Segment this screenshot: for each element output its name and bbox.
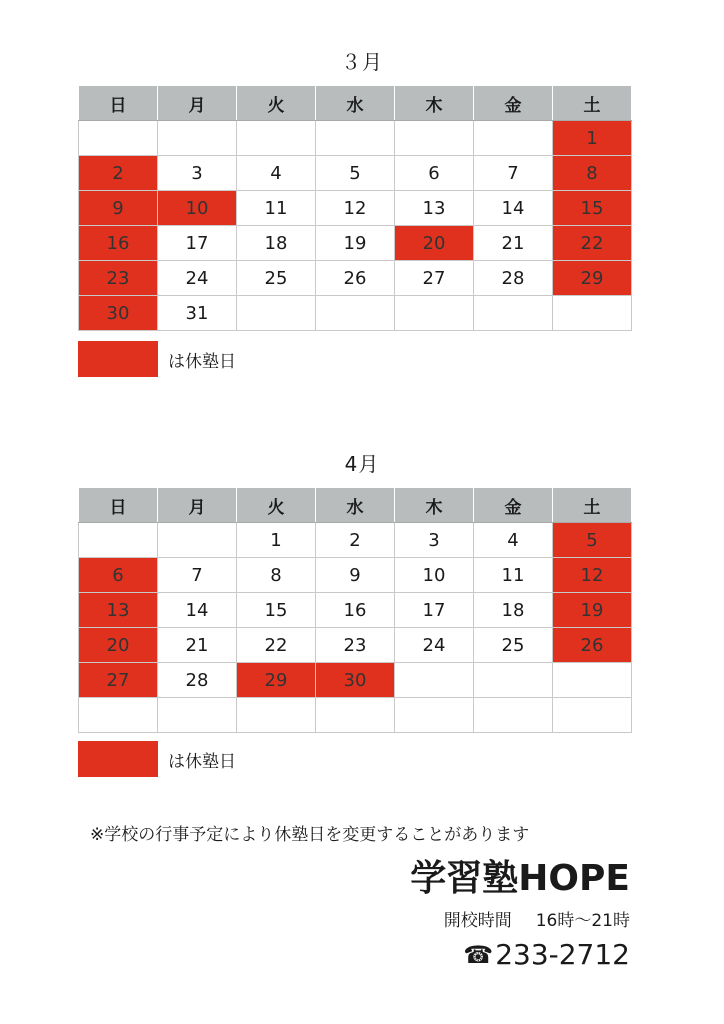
day-cell: 26: [553, 628, 632, 663]
day-cell: 11: [237, 191, 316, 226]
empty-cell: [474, 296, 553, 331]
day-cell: 4: [474, 523, 553, 558]
week-row: [79, 226, 632, 261]
week-row: [79, 628, 632, 663]
day-cell: 8: [237, 558, 316, 593]
weekday-header: 金: [474, 86, 553, 121]
day-cell: 31: [158, 296, 237, 331]
empty-cell: [237, 296, 316, 331]
day-cell: 16: [79, 226, 158, 261]
day-cell: 12: [553, 558, 632, 593]
legend-april: [78, 741, 236, 777]
hours-label: 開校時間: [443, 911, 512, 931]
hours-time: 16時〜21時: [535, 911, 630, 931]
day-cell: 30: [316, 663, 395, 698]
day-cell: 9: [79, 191, 158, 226]
day-cell: 17: [395, 593, 474, 628]
empty-cell: [79, 523, 158, 558]
empty-cell: [553, 663, 632, 698]
empty-cell: [316, 698, 395, 733]
week-row: [79, 558, 632, 593]
day-cell: 14: [474, 191, 553, 226]
day-cell: 19: [316, 226, 395, 261]
day-cell: 14: [158, 593, 237, 628]
day-cell: 18: [237, 226, 316, 261]
day-cell: 27: [79, 663, 158, 698]
weekday-header: 水: [316, 488, 395, 523]
week-row: [79, 663, 632, 698]
weekday-header-row: [79, 488, 632, 523]
opening-hours: [444, 906, 630, 931]
day-cell: 30: [79, 296, 158, 331]
day-cell: 16: [316, 593, 395, 628]
legend-swatch: [78, 341, 158, 377]
day-cell: 12: [316, 191, 395, 226]
day-cell: 15: [553, 191, 632, 226]
calendar-april: [78, 487, 632, 733]
empty-cell: [79, 121, 158, 156]
day-cell: 5: [316, 156, 395, 191]
day-cell: 29: [237, 663, 316, 698]
day-cell: 18: [474, 593, 553, 628]
empty-cell: [553, 296, 632, 331]
day-cell: 3: [395, 523, 474, 558]
day-cell: 19: [553, 593, 632, 628]
week-row: [79, 698, 632, 733]
empty-cell: [395, 296, 474, 331]
day-cell: 23: [316, 628, 395, 663]
day-cell: 1: [237, 523, 316, 558]
empty-cell: [237, 121, 316, 156]
empty-cell: [316, 121, 395, 156]
weekday-header: 土: [553, 488, 632, 523]
empty-cell: [237, 698, 316, 733]
day-cell: 21: [158, 628, 237, 663]
day-cell: 9: [316, 558, 395, 593]
day-cell: 20: [395, 226, 474, 261]
phone-number: 233-2712: [495, 938, 630, 971]
legend-label: は休塾日: [168, 751, 236, 772]
month-title-april: 4月: [344, 452, 380, 476]
weekday-header: 月: [158, 86, 237, 121]
day-cell: 7: [474, 156, 553, 191]
day-cell: 1: [553, 121, 632, 156]
weekday-header: 日: [79, 86, 158, 121]
weekday-header-row: [79, 86, 632, 121]
day-cell: 10: [395, 558, 474, 593]
day-cell: 22: [553, 226, 632, 261]
day-cell: 17: [158, 226, 237, 261]
day-cell: 10: [158, 191, 237, 226]
weekday-header: 土: [553, 86, 632, 121]
day-cell: 20: [79, 628, 158, 663]
empty-cell: [158, 523, 237, 558]
day-cell: 8: [553, 156, 632, 191]
day-cell: 2: [79, 156, 158, 191]
phone-contact: [463, 938, 630, 971]
week-row: [79, 261, 632, 296]
legend-label: は休塾日: [168, 351, 236, 372]
day-cell: 29: [553, 261, 632, 296]
week-row: [79, 523, 632, 558]
week-row: [79, 156, 632, 191]
school-name: 学習塾HOPE: [410, 858, 630, 899]
empty-cell: [553, 698, 632, 733]
day-cell: 11: [474, 558, 553, 593]
week-row: [79, 121, 632, 156]
week-row: [79, 191, 632, 226]
day-cell: 28: [474, 261, 553, 296]
weekday-header: 水: [316, 86, 395, 121]
legend-march: [78, 341, 236, 377]
legend-swatch: [78, 741, 158, 777]
day-cell: 21: [474, 226, 553, 261]
day-cell: 28: [158, 663, 237, 698]
month-title-march: ３月: [341, 50, 383, 74]
empty-cell: [474, 121, 553, 156]
empty-cell: [474, 698, 553, 733]
day-cell: 2: [316, 523, 395, 558]
weekday-header: 月: [158, 488, 237, 523]
weekday-header: 木: [395, 86, 474, 121]
empty-cell: [79, 698, 158, 733]
week-row: [79, 296, 632, 331]
week-row: [79, 593, 632, 628]
weekday-header: 火: [237, 488, 316, 523]
day-cell: 15: [237, 593, 316, 628]
day-cell: 4: [237, 156, 316, 191]
empty-cell: [158, 121, 237, 156]
day-cell: 25: [474, 628, 553, 663]
day-cell: 26: [316, 261, 395, 296]
weekday-header: 木: [395, 488, 474, 523]
empty-cell: [474, 663, 553, 698]
day-cell: 13: [395, 191, 474, 226]
empty-cell: [158, 698, 237, 733]
day-cell: 6: [395, 156, 474, 191]
day-cell: 25: [237, 261, 316, 296]
day-cell: 13: [79, 593, 158, 628]
day-cell: 22: [237, 628, 316, 663]
weekday-header: 日: [79, 488, 158, 523]
empty-cell: [316, 296, 395, 331]
empty-cell: [395, 121, 474, 156]
day-cell: 27: [395, 261, 474, 296]
day-cell: 24: [158, 261, 237, 296]
phone-icon: ☎: [463, 940, 494, 969]
day-cell: 3: [158, 156, 237, 191]
day-cell: 24: [395, 628, 474, 663]
empty-cell: [395, 663, 474, 698]
day-cell: 5: [553, 523, 632, 558]
weekday-header: 金: [474, 488, 553, 523]
day-cell: 6: [79, 558, 158, 593]
weekday-header: 火: [237, 86, 316, 121]
empty-cell: [395, 698, 474, 733]
schedule-notice: ※学校の行事予定により休塾日を変更することがあります: [90, 825, 530, 845]
day-cell: 23: [79, 261, 158, 296]
calendar-march: [78, 85, 632, 331]
day-cell: 7: [158, 558, 237, 593]
